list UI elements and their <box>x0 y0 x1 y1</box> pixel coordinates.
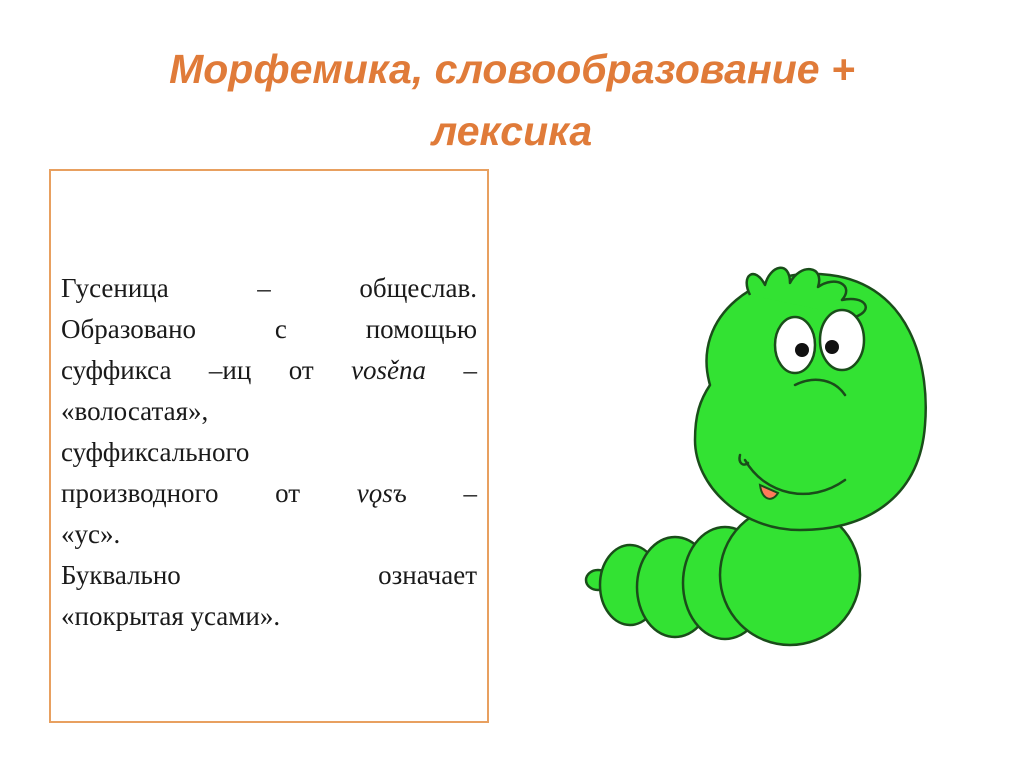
text-line <box>61 391 477 432</box>
text-word: vǫsъ <box>356 478 407 508</box>
text-line <box>61 350 477 391</box>
text-word: помощью <box>365 314 477 344</box>
text-word: означает <box>378 560 477 590</box>
text-word: –иц <box>208 355 252 385</box>
text-word: с <box>274 314 287 344</box>
text-word: – <box>463 355 477 385</box>
text-word: от <box>275 478 301 508</box>
etymology-text <box>61 268 477 637</box>
caterpillar-illustration <box>580 255 1020 655</box>
text-word: Образовано <box>61 314 197 344</box>
text-line <box>61 268 477 309</box>
left-eye <box>775 317 815 373</box>
text-word: «волосатая», <box>61 396 209 426</box>
slide-title <box>0 38 1024 162</box>
text-line <box>61 309 477 350</box>
text-word: от <box>288 355 314 385</box>
text-word: общеслав. <box>359 273 477 303</box>
caterpillar-head <box>695 274 926 530</box>
text-word: – <box>463 478 477 508</box>
title-line-2: лексика <box>431 108 593 154</box>
text-word: производного <box>61 478 219 508</box>
text-word: суффикса <box>61 355 172 385</box>
text-line <box>61 473 477 514</box>
text-line <box>61 432 477 473</box>
text-word: «ус». <box>61 519 121 549</box>
text-word: Гусеница <box>61 273 169 303</box>
text-line <box>61 596 477 637</box>
etymology-textbox <box>49 169 489 723</box>
text-line <box>61 555 477 596</box>
text-word: суффиксального <box>61 437 250 467</box>
text-word: vosěna <box>351 355 427 385</box>
text-word: Буквально <box>61 560 181 590</box>
right-eye <box>820 310 864 370</box>
text-word: «покрытая усами». <box>61 601 281 631</box>
text-word: – <box>257 273 271 303</box>
title-line-1: Морфемика, словообразование + <box>169 46 855 92</box>
text-line <box>61 514 477 555</box>
